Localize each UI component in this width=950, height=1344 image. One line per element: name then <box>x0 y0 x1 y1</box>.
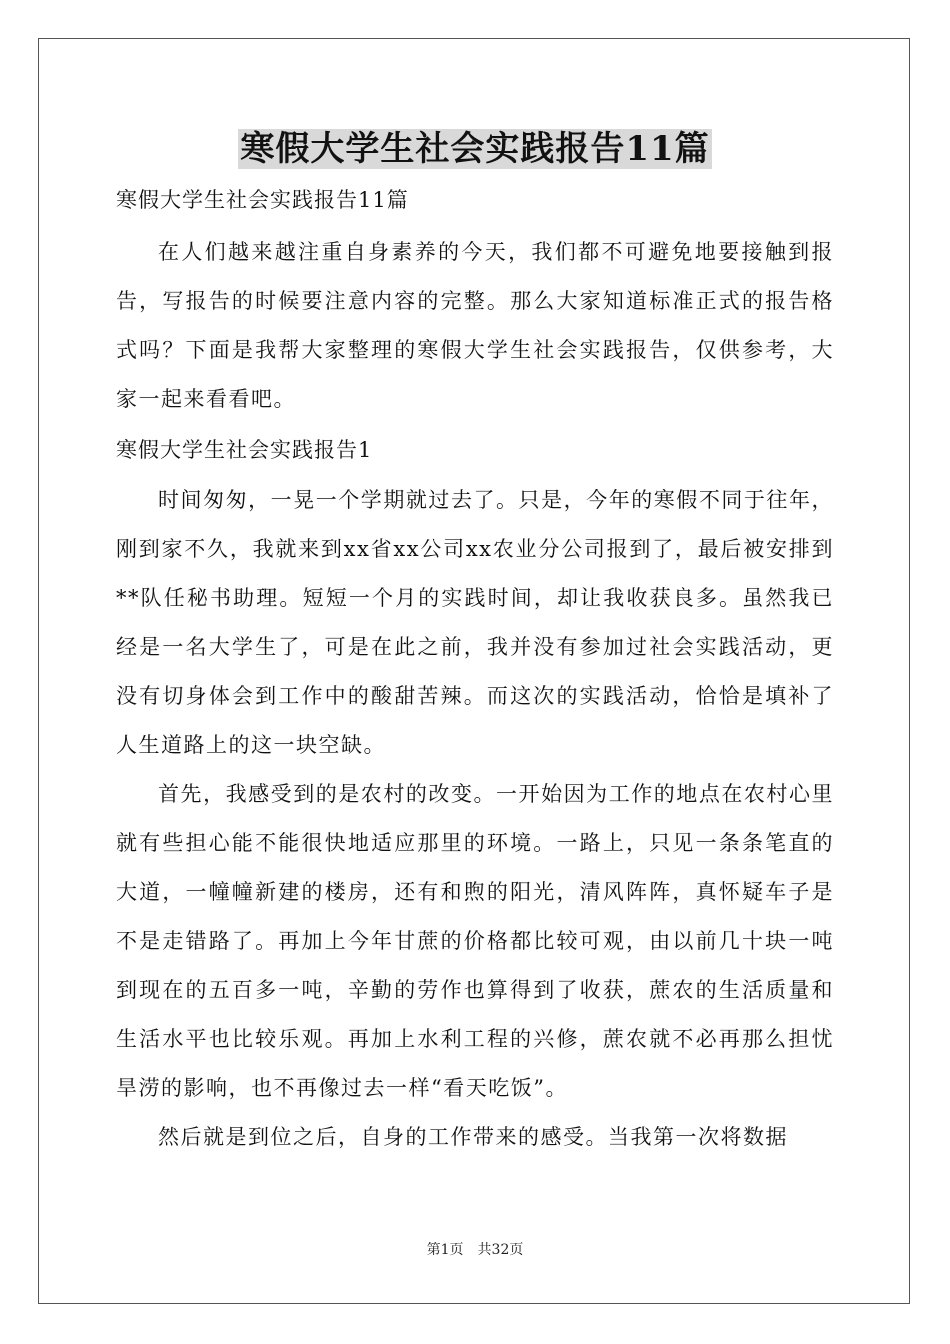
body-paragraph: 时间匆匆，一晃一个学期就过去了。只是，今年的寒假不同于往年，刚到家不久，我就来到xx省xx公司xx农业分公司报到了，最后被安排到**队任秘书助理。短短一个月的实践时间，却让我收获良多。虽然我已经是一名大学生了，可是在此之前，我并没有参加过社会实践活动，更没有切身体会到工作中的酸甜苦辣。而这次的实践活动，恰恰是填补了人生道路上的这一块空缺。 <box>116 488 834 757</box>
document-subtitle: 寒假大学生社会实践报告11篇 <box>116 188 409 212</box>
body-paragraph: 首先，我感受到的是农村的改变。一开始因为工作的地点在农村心里就有些担心能不能很快地适应那里的环境。一路上，只见一条条笔直的大道，一幢幢新建的楼房，还有和煦的阳光，清风阵阵，真怀疑车子是不是走错路了。再加上今年甘蔗的价格都比较可观，由以前几十块一吨到现在的五百多一吨，辛勤的劳作也算得到了收获，蔗农的生活质量和生活水平也比较乐观。再加上水利工程的兴修，蔗农就不必再那么担忧旱涝的影响，也不再像过去一样“看天吃饭”。 <box>116 782 834 1100</box>
intro-paragraph: 在人们越来越注重自身素养的今天，我们都不可避免地要接触到报告，写报告的时候要注意内容的完整。那么大家知道标准正式的报告格式吗？下面是我帮大家整理的寒假大学生社会实践报告，仅供参考，大家一起来看看吧。 <box>116 240 834 411</box>
page-number: 第1页 共32页 <box>426 1242 524 1258</box>
document-title-text: 寒假大学生社会实践报告11篇 <box>240 129 710 169</box>
document-body <box>116 178 834 1162</box>
document-title <box>0 126 950 172</box>
page-footer <box>0 1240 950 1260</box>
body-paragraph: 然后就是到位之后，自身的工作带来的感受。当我第一次将数据 <box>158 1125 788 1149</box>
section-heading-1: 寒假大学生社会实践报告1 <box>116 438 373 462</box>
